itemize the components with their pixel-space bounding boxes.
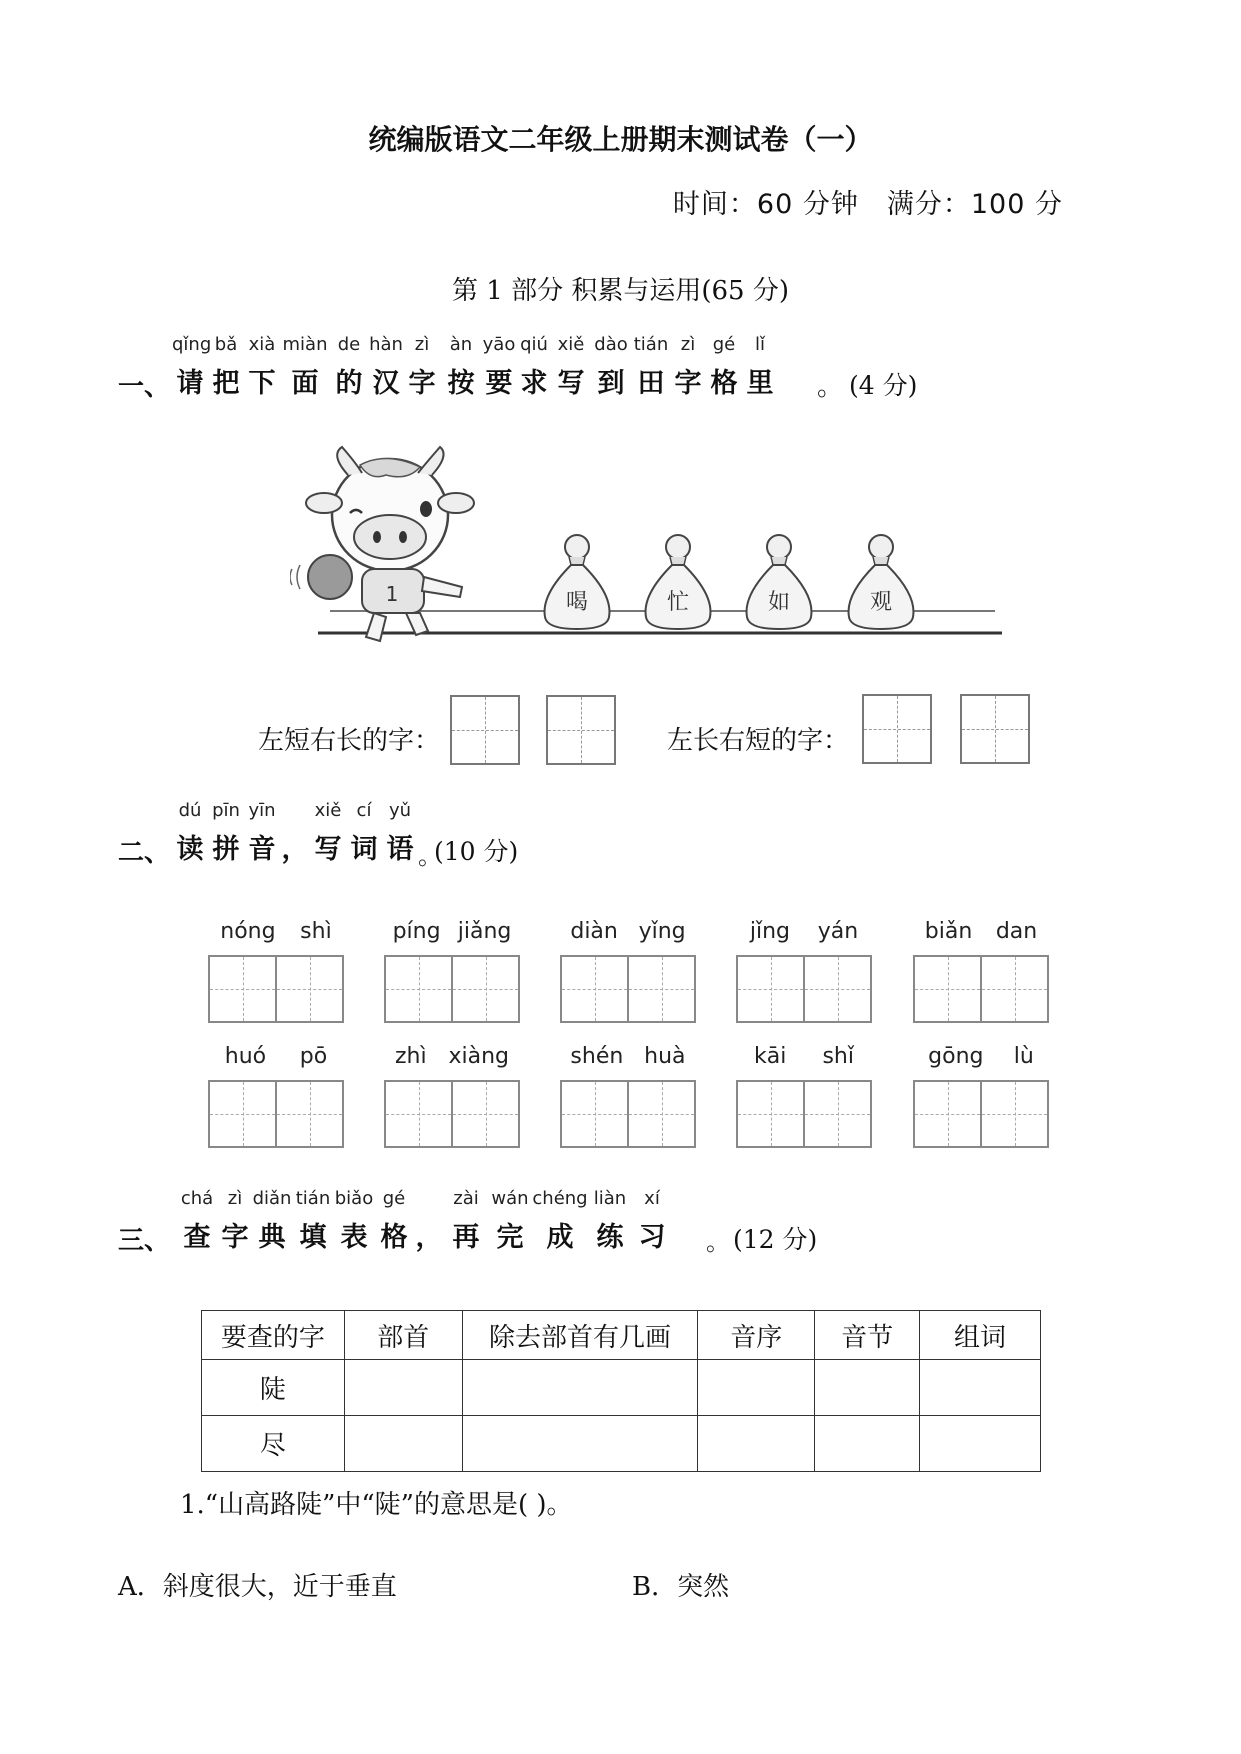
tianzige-cell[interactable] bbox=[386, 957, 451, 1021]
q1-prompt-row bbox=[172, 361, 778, 400]
exam-meta bbox=[673, 182, 1063, 221]
prompt-character: 把 bbox=[212, 368, 240, 399]
table-row bbox=[202, 1416, 1041, 1472]
answer-cell[interactable] bbox=[920, 1416, 1041, 1472]
tianzige-box[interactable] bbox=[960, 694, 1030, 764]
prompt-character: 格 bbox=[710, 368, 738, 399]
pinyin-syllable: zài bbox=[453, 1188, 479, 1209]
tianzige-cell[interactable] bbox=[562, 957, 627, 1021]
option-b[interactable]: B．突然 bbox=[632, 1572, 730, 1602]
tianzige-cell[interactable] bbox=[915, 957, 980, 1021]
q1-pinyin-row bbox=[172, 334, 778, 355]
pinyin-syllable: diàn bbox=[570, 919, 618, 944]
q2-pinyin-row bbox=[172, 800, 418, 821]
pinyin-syllable: xià bbox=[248, 334, 276, 355]
pinyin-syllable: yǔ bbox=[388, 800, 412, 821]
table-row bbox=[202, 1360, 1041, 1416]
pinyin-syllable: de bbox=[337, 334, 361, 355]
prompt-character: 读 bbox=[176, 834, 204, 865]
prompt-character: 按 bbox=[447, 368, 475, 399]
pinyin-syllable: chéng bbox=[532, 1188, 588, 1209]
pinyin-syllable: pīn bbox=[212, 800, 240, 821]
pinyin-syllable: xiě bbox=[557, 334, 585, 355]
answer-cell[interactable] bbox=[815, 1360, 920, 1416]
pinyin-syllable: gé bbox=[382, 1188, 406, 1209]
tianzige-box[interactable] bbox=[546, 695, 616, 765]
bowling-pin-icon bbox=[747, 535, 812, 629]
pinyin-syllable: zì bbox=[414, 334, 430, 355]
part-title: 第 1 部分 积累与运用(65 分) bbox=[452, 276, 789, 306]
pin-character: 喝 bbox=[565, 590, 589, 615]
tianzige-cell[interactable] bbox=[627, 1082, 694, 1146]
q1-period: 。 bbox=[817, 372, 844, 402]
pinyin-syllable: dú bbox=[178, 800, 202, 821]
pinyin-syllable: yǐng bbox=[638, 919, 686, 944]
pinyin-syllable: jǐng bbox=[749, 919, 790, 944]
prompt-character: 写 bbox=[314, 834, 342, 865]
prompt-character: 典 bbox=[258, 1222, 286, 1253]
prompt-character: 字 bbox=[408, 368, 436, 399]
word-writing-box[interactable] bbox=[384, 1044, 520, 1148]
bowling-pin-icon bbox=[646, 535, 711, 629]
pinyin-syllable: nóng bbox=[220, 919, 276, 944]
tianzige-cell[interactable] bbox=[738, 1082, 803, 1146]
tianzige-cell[interactable] bbox=[803, 957, 870, 1021]
lookup-character: 陡 bbox=[202, 1360, 345, 1416]
pinyin-syllable: shén bbox=[570, 1044, 624, 1069]
tianzige-cell[interactable] bbox=[562, 1082, 627, 1146]
word-pinyin bbox=[736, 1044, 872, 1069]
pin-character: 如 bbox=[767, 590, 791, 615]
answer-cell[interactable] bbox=[920, 1360, 1041, 1416]
pinyin-syllable: biǎn bbox=[924, 919, 973, 944]
pinyin-syllable: bǎ bbox=[214, 334, 238, 355]
word-pinyin bbox=[208, 919, 344, 944]
prompt-character: 字 bbox=[674, 368, 702, 399]
pinyin-syllable: zhì bbox=[394, 1044, 427, 1069]
pinyin-syllable: gōng bbox=[928, 1044, 984, 1069]
prompt-character: 田 bbox=[637, 368, 665, 399]
pinyin-syllable: qiú bbox=[520, 334, 548, 355]
pinyin-syllable: huó bbox=[224, 1044, 267, 1069]
word-writing-box[interactable] bbox=[208, 919, 344, 1023]
tianzige-cell[interactable] bbox=[386, 1082, 451, 1146]
bowling-pins bbox=[545, 535, 914, 629]
pinyin-syllable: yīn bbox=[248, 800, 276, 821]
pinyin-syllable: yán bbox=[817, 919, 859, 944]
prompt-character: 的 bbox=[335, 368, 363, 399]
prompt-character: 填 bbox=[299, 1222, 327, 1253]
word-writing-box[interactable] bbox=[736, 919, 872, 1023]
pinyin-syllable: tián bbox=[633, 334, 669, 355]
svg-text:1: 1 bbox=[385, 582, 399, 606]
pinyin-syllable: diǎn bbox=[252, 1188, 292, 1209]
pinyin-syllable: huà bbox=[644, 1044, 686, 1069]
table-header-cell: 音序 bbox=[698, 1311, 815, 1360]
word-pinyin bbox=[913, 919, 1049, 944]
q2-prompt-row bbox=[172, 827, 418, 866]
q2-number: 二、 bbox=[118, 838, 171, 868]
q3-period: 。 bbox=[706, 1228, 730, 1256]
prompt-character: 再 bbox=[452, 1222, 480, 1253]
pinyin-syllable: xiàng bbox=[448, 1044, 510, 1069]
tianzige-cell[interactable] bbox=[451, 1082, 518, 1146]
tianzige-cell[interactable] bbox=[980, 1082, 1047, 1146]
bowling-pin-icon bbox=[849, 535, 914, 629]
pinyin-syllable: shì bbox=[300, 919, 332, 944]
exam-title: 统编版语文二年级上册期末测试卷（一） bbox=[368, 123, 873, 156]
tianzige-cell[interactable] bbox=[627, 957, 694, 1021]
answer-cell[interactable] bbox=[698, 1360, 815, 1416]
word-pinyin bbox=[736, 919, 872, 944]
tianzige-cell[interactable] bbox=[275, 1082, 342, 1146]
word-writing-box[interactable] bbox=[384, 919, 520, 1023]
pinyin-syllable: qǐng bbox=[172, 334, 212, 355]
prompt-character: 格 bbox=[380, 1222, 408, 1253]
word-writing-box[interactable] bbox=[208, 1044, 344, 1148]
pinyin-syllable bbox=[280, 800, 310, 821]
label-left-short-right-long: 左短右长的字： bbox=[258, 726, 441, 756]
tianzige-cell[interactable] bbox=[275, 957, 342, 1021]
pinyin-syllable: biǎo bbox=[334, 1188, 374, 1209]
pinyin-syllable: xí bbox=[644, 1188, 660, 1209]
tianzige-cell[interactable] bbox=[451, 957, 518, 1021]
q1-number: 一、 bbox=[118, 372, 171, 402]
pinyin-syllable: xiě bbox=[314, 800, 342, 821]
lookup-character: 尽 bbox=[202, 1416, 345, 1472]
pinyin-syllable: àn bbox=[449, 334, 473, 355]
q3-pinyin-row bbox=[176, 1188, 672, 1209]
answer-cell[interactable] bbox=[815, 1416, 920, 1472]
label-left-long-right-short: 左长右短的字： bbox=[667, 726, 850, 756]
pinyin-syllable: zì bbox=[680, 334, 696, 355]
prompt-character: 语 bbox=[386, 834, 414, 865]
table-header-cell: 音节 bbox=[815, 1311, 920, 1360]
word-writing-box[interactable] bbox=[736, 1044, 872, 1148]
pinyin-syllable: píng bbox=[392, 919, 441, 944]
table-header-cell: 除去部首有几画 bbox=[462, 1311, 698, 1360]
pin-character: 忙 bbox=[666, 590, 690, 615]
prompt-character: 练 bbox=[596, 1222, 624, 1253]
answer-cell[interactable] bbox=[344, 1416, 462, 1472]
table-header-cell: 部首 bbox=[344, 1311, 462, 1360]
exam-full-score: 满分：100 分 bbox=[886, 189, 1063, 220]
pinyin-syllable: cí bbox=[356, 800, 372, 821]
pinyin-syllable: liàn bbox=[593, 1188, 627, 1209]
tianzige-cell[interactable] bbox=[210, 1082, 275, 1146]
option-a[interactable]: A．斜度很大，近于垂直 bbox=[118, 1572, 397, 1602]
pinyin-syllable: lǐ bbox=[754, 334, 765, 355]
prompt-character: 完 bbox=[496, 1222, 524, 1253]
prompt-character: 查 bbox=[183, 1222, 211, 1253]
prompt-character: 写 bbox=[557, 368, 585, 399]
pinyin-syllable: chá bbox=[180, 1188, 214, 1209]
word-writing-box[interactable] bbox=[560, 919, 696, 1023]
q1-score: (4 分) bbox=[849, 371, 918, 400]
tianzige-cell[interactable] bbox=[803, 1082, 870, 1146]
word-pinyin bbox=[384, 919, 520, 944]
answer-cell[interactable] bbox=[462, 1360, 698, 1416]
prompt-character: 到 bbox=[597, 368, 625, 399]
pinyin-syllable: miàn bbox=[282, 334, 328, 355]
word-pinyin bbox=[208, 1044, 344, 1069]
q2-score: (10 分) bbox=[434, 837, 519, 866]
pinyin-syllable: lù bbox=[1013, 1044, 1034, 1069]
pinyin-syllable: kāi bbox=[754, 1044, 787, 1069]
answer-cell[interactable] bbox=[344, 1360, 462, 1416]
word-writing-box[interactable] bbox=[560, 1044, 696, 1148]
tianzige-cell[interactable] bbox=[915, 1082, 980, 1146]
pinyin-syllable: jiǎng bbox=[457, 919, 512, 944]
question-1-stem: 1.“山高路陡”中“陡”的意思是( )。 bbox=[180, 1490, 573, 1520]
q2-period: 。 bbox=[418, 842, 442, 870]
prompt-character: 面 bbox=[291, 368, 319, 399]
pinyin-syllable: hàn bbox=[369, 334, 403, 355]
word-writing-box[interactable] bbox=[913, 1044, 1049, 1148]
pinyin-syllable: gé bbox=[712, 334, 736, 355]
answer-cell[interactable] bbox=[698, 1416, 815, 1472]
prompt-character: 音 bbox=[248, 834, 276, 865]
exam-time: 时间：60 分钟 bbox=[672, 189, 859, 220]
prompt-character: 词 bbox=[350, 834, 378, 865]
table-header-cell: 要查的字 bbox=[202, 1311, 345, 1360]
prompt-character: 拼 bbox=[212, 834, 240, 865]
pinyin-syllable: tián bbox=[295, 1188, 331, 1209]
answer-cell[interactable] bbox=[462, 1416, 698, 1472]
tianzige-box[interactable] bbox=[450, 695, 520, 765]
prompt-character: 习 bbox=[638, 1222, 666, 1253]
pinyin-syllable: pō bbox=[299, 1044, 328, 1069]
tianzige-cell[interactable] bbox=[980, 957, 1047, 1021]
dictionary-table bbox=[201, 1310, 1041, 1472]
pinyin-syllable: shǐ bbox=[822, 1044, 854, 1069]
pinyin-syllable: yāo bbox=[482, 334, 516, 355]
pinyin-syllable: wán bbox=[491, 1188, 529, 1209]
word-pinyin bbox=[560, 1044, 696, 1069]
bowling-illustration bbox=[290, 445, 1010, 645]
pinyin-syllable: zì bbox=[227, 1188, 243, 1209]
q3-score: (12 分) bbox=[733, 1225, 818, 1254]
prompt-character: 成 bbox=[546, 1222, 574, 1253]
prompt-character: 要 bbox=[485, 368, 513, 399]
word-pinyin bbox=[560, 919, 696, 944]
tianzige-cell[interactable] bbox=[210, 957, 275, 1021]
q3-prompt-row bbox=[176, 1215, 672, 1254]
table-header-cell: 组词 bbox=[920, 1311, 1041, 1360]
word-writing-box[interactable] bbox=[913, 919, 1049, 1023]
word-pinyin bbox=[913, 1044, 1049, 1069]
pinyin-syllable: dào bbox=[594, 334, 628, 355]
tianzige-cell[interactable] bbox=[738, 957, 803, 1021]
pinyin-syllable bbox=[414, 1188, 444, 1209]
pin-character: 观 bbox=[869, 590, 893, 615]
q3-number: 三、 bbox=[118, 1226, 171, 1256]
prompt-character: 请 bbox=[176, 368, 204, 399]
prompt-character: 字 bbox=[221, 1222, 249, 1253]
prompt-character: 汉 bbox=[372, 368, 400, 399]
pinyin-syllable: dan bbox=[995, 919, 1038, 944]
prompt-character: ， bbox=[415, 1222, 443, 1253]
tianzige-box[interactable] bbox=[862, 694, 932, 764]
prompt-character: ， bbox=[281, 834, 309, 865]
bowling-pin-icon bbox=[545, 535, 610, 629]
table-header-row bbox=[202, 1311, 1041, 1360]
prompt-character: 表 bbox=[340, 1222, 368, 1253]
prompt-character: 里 bbox=[746, 368, 774, 399]
prompt-character: 下 bbox=[248, 368, 276, 399]
word-pinyin bbox=[384, 1044, 520, 1069]
prompt-character: 求 bbox=[520, 368, 548, 399]
